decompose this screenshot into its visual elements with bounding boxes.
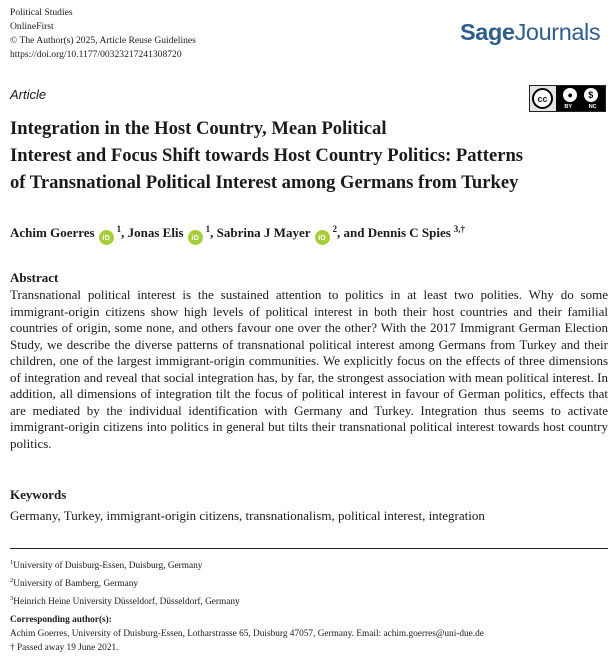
author-name[interactable]: Achim Goerres: [10, 225, 95, 240]
attribution-icon: ●: [563, 88, 577, 102]
author-affiliation-number: 2: [332, 224, 337, 234]
corresponding-heading: Corresponding author(s):: [10, 615, 112, 625]
license-terms: [556, 86, 605, 111]
doi-link[interactable]: https://doi.org/10.1177/00323217241308720: [10, 49, 182, 60]
orcid-icon[interactable]: iD: [188, 230, 203, 245]
author-list: [10, 219, 465, 245]
cc-icon: cc: [532, 88, 553, 109]
title-line: Interest and Focus Shift towards Host Country Politics: Patterns: [10, 145, 524, 166]
title-line: Integration in the Host Country, Mean Political: [10, 118, 387, 139]
affiliation-item: $^3$Heinrich Heine University Düsseldorf, Düsseldorf, Germany: [10, 594, 240, 607]
journal-meta: [10, 6, 196, 62]
keywords-heading: Keywords: [10, 487, 67, 502]
nc-label: NC: [588, 104, 597, 110]
affiliation-item: $^1$University of Duisburg-Essen, Duisburg, Germany: [10, 559, 203, 572]
deceased-note: † Passed away 19 June 2021.: [10, 643, 119, 653]
title-line: of Transnational Political Interest among Germans from Turkey: [10, 172, 519, 193]
footnote-divider: [10, 548, 608, 549]
abstract-heading: Abstract: [10, 270, 59, 285]
author-separator: , and: [337, 225, 368, 240]
keywords-text: Germany, Turkey, immigrant-origin citizens, transnationalism, political interest, integration: [10, 508, 485, 523]
article-type: Article: [10, 87, 47, 102]
corresponding-details[interactable]: Achim Goerres, University of Duisburg-Essen, Lotharstrasse 65, Duisburg 47057, Germany. Email: achim.goerres@uni-due.de: [10, 629, 484, 639]
noncommercial-icon: $: [584, 88, 598, 102]
by-label: BY: [564, 104, 572, 110]
logo-sage: Sage: [460, 19, 515, 45]
affiliation-item: $^2$University of Bamberg, Germany: [10, 576, 139, 589]
author-affiliation-number: 1: [205, 224, 211, 234]
license-labels: [556, 104, 605, 110]
author-name[interactable]: Sabrina J Mayer: [216, 225, 311, 240]
author-separator: ,: [121, 225, 128, 240]
author-separator: ,: [210, 225, 217, 240]
author-name[interactable]: Jonas Elis: [127, 225, 184, 240]
author-affiliation-number: 1: [116, 224, 122, 234]
affiliation-list: [10, 556, 240, 609]
cc-license-badge[interactable]: [529, 85, 606, 112]
article-title: [10, 115, 610, 196]
logo-journals: Journals: [514, 19, 601, 45]
publisher-logo[interactable]: [460, 19, 600, 46]
orcid-icon[interactable]: iD: [315, 230, 330, 245]
orcid-icon[interactable]: iD: [99, 230, 114, 245]
author-name[interactable]: Dennis C Spies: [367, 225, 451, 240]
corresponding-author: [10, 613, 484, 655]
journal-name: Political Studies: [10, 7, 73, 18]
copyright-line[interactable]: © The Author(s) 2025, Article Reuse Guidelines: [10, 35, 196, 46]
publication-status: OnlineFirst: [10, 21, 54, 32]
author-affiliation-number: 3,†: [453, 224, 466, 234]
abstract-text: Transnational political interest is the sustained attention to politics in at least two polities. Why do some immigrant-origin citizens show high levels of political interest in both their host countries and their familial countries of origin, some none, and others favour one over the other? With the 2017 Immigrant German Election Study, we describe the diverse patterns of transnational political interest among Germans from Turkey and their children, one of the largest immigrant-origin communities. We explicitly focus on the effects of three dimensions of integration and reveal that social integration has, by far, the strongest association with mean political interest. In addition, all dimensions of integration tilt the focus of political interest in favour of German politics, effects that are mediated by the individual identification with Germany and Turkey. Integration thus seems to activate immigrant-origin citizens into politics in general but tilts their transnational political interest towards host country politics.: [10, 287, 608, 451]
